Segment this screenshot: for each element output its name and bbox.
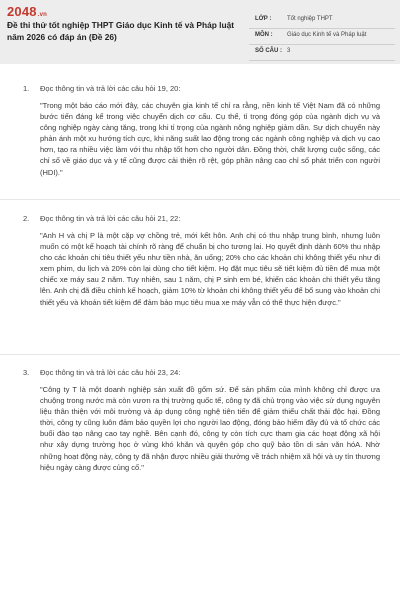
question-number: 3. (23, 368, 30, 377)
meta-label: SỐ CÂU : (255, 48, 282, 54)
question-passage: "Công ty T là một doanh nghiệp sản xuất đồ gốm sứ. Để sản phẩm của mình không chỉ được ưa chuộng trong nước mà còn vươn ra thị trường quốc tế, công ty đã chủ trọng vào việc sử dụng nguyên liệu thân thiện với môi trường và áp dụng công nghệ tiên tiến để giảm thiểu chất thải độc hại. Đồng thời, công ty cũng luôn đảm bảo quyền lợi cho người lao động, đóng bảo hiểm đầy đủ và tổ chức các buổi đào tạo nâng cao tay nghề. Bên cạnh đó, công ty còn tích cực tham gia các hoạt động xã hội như xây dựng trường học ở vùng khó khăn và quyên góp cho quỹ bảo tồn di sản văn hóA. Nhờ những hoạt động này, công ty đã nhận được nhiều giải thưởng về trách nhiệm xã hội và uy tín thương hiệu ngày càng được củng cố." (40, 385, 380, 472)
question-intro: Đọc thông tin và trả lời các câu hỏi 21, 22: (40, 214, 181, 223)
exam-meta (249, 13, 395, 61)
meta-value: 3 (287, 48, 291, 54)
meta-value: Giáo dục Kinh tế và Pháp luật (287, 32, 367, 38)
meta-label: MÔN : (255, 32, 273, 38)
divider (0, 354, 400, 355)
exam-title: Đề thi thử tốt nghiệp THPT Giáo dục Kinh tế và Pháp luật năm 2026 có đáp án (Đề 26) (7, 20, 235, 42)
question-number: 1. (23, 84, 30, 93)
header (0, 0, 400, 64)
question-number: 2. (23, 214, 30, 223)
meta-row-question-count (249, 45, 395, 61)
logo-main: 2048 (7, 4, 37, 19)
site-logo[interactable] (7, 4, 47, 19)
divider (0, 199, 400, 200)
meta-row-class (249, 13, 395, 29)
question-passage: "Anh H và chị P là một cặp vợ chồng trẻ, mới kết hôn. Anh chị có thu nhập trung bình, nhưng luôn muốn có một kế hoạch tài chính rõ ràng để chuẩn bị cho tương lai. Họ quyết định dành 60% thu nhập cho các khoản chi tiêu thiết yếu như tiền nhà, ăn uống; 20% cho các khoản chi không thiết yếu như đi xem phim, du lịch và 20% còn lại dùng cho tiết kiệm. Họ đặt mục tiêu sẽ tiết kiệm đủ tiền để mua một chiếc xe máy sau 2 năm. Tuy nhiên, sau 1 năm, chị P sinh em bé, khiến các khoản chi thiết yếu tăng lên. Anh chị đã điều chỉnh kế hoạch, giảm 10% từ khoản chi không thiết yếu để bổ sung vào khoản chi thiết yếu và khoản tiết kiệm để đảm bảo mục tiêu mua xe máy vẫn có thể thực hiện được." (40, 231, 380, 307)
meta-value: Tốt nghiệp THPT (287, 16, 333, 22)
question-intro: Đọc thông tin và trả lời các câu hỏi 23, 24: (40, 368, 181, 377)
logo-tld: .vn (37, 12, 48, 18)
meta-row-subject (249, 29, 395, 45)
meta-label: LỚP : (255, 16, 272, 22)
question-passage: "Trong một báo cáo mới đây, các chuyên gia kinh tế chỉ ra rằng, nền kinh tế Việt Nam đã có những bước tiến đáng kể trong việc chuyển dịch cơ cấu. Cụ thể, tỉ trọng đóng góp của ngành dịch vụ và công nghiệp ngày càng tăng, trong khi tỉ trọng của ngành nông nghiệp giảm dần. Sự dịch chuyển này phản ánh một xu hướng tích cực, khi năng suất lao động trong các ngành công nghiệp và dịch vụ cao hơn, tạo ra nhiều việc làm với thu nhập tốt hơn cho người dân. Đồng thời, chất lượng cuộc sống, các chỉ số về giáo dục và y tế cũng được cải thiện rõ rệt, góp phần nâng cao chỉ số phát triển con người (HDI)." (40, 101, 380, 177)
question-intro: Đọc thông tin và trả lời các câu hỏi 19, 20: (40, 84, 181, 93)
